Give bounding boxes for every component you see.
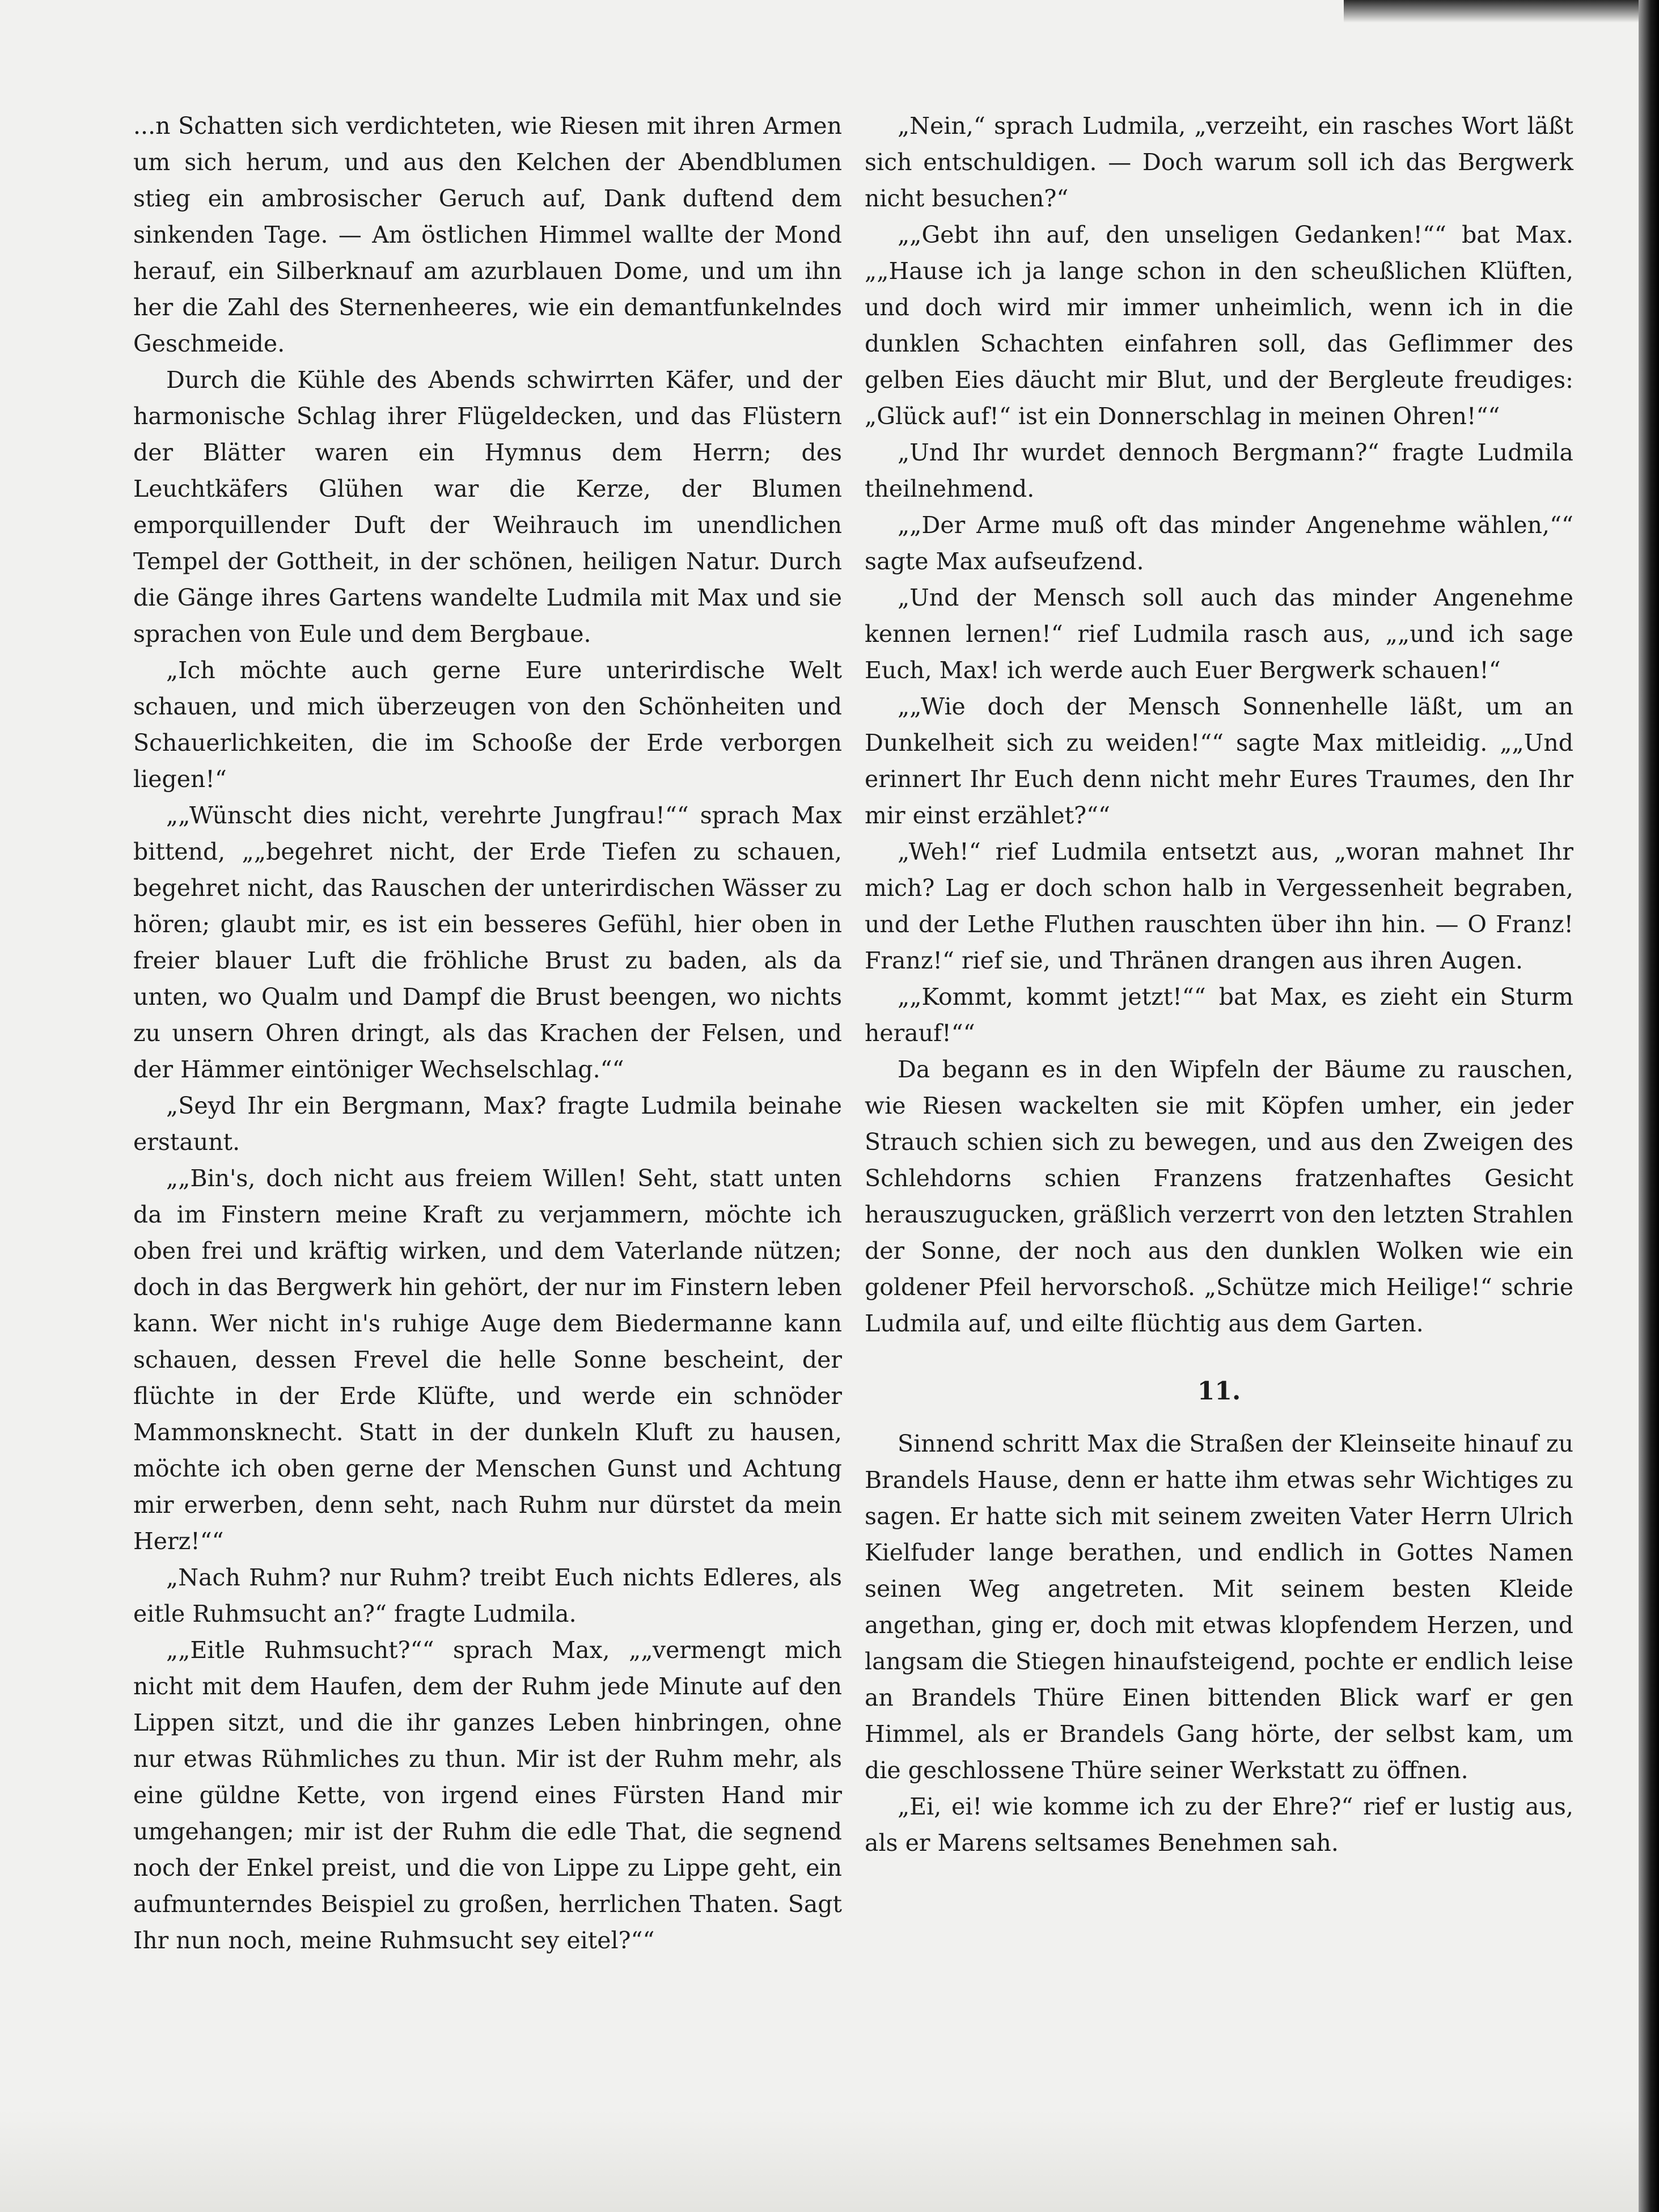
paragraph: „„Der Arme muß oft das minder Angenehme wählen,““ sagte Max aufseufzend. [865,511,1573,575]
paragraph: ...n Schatten sich verdichteten, wie Riesen mit ihren Armen um sich herum, und aus den Kelchen der Abendblumen stieg ein ambrosischer Geruch auf, Dank duftend dem sinkenden Tage. — Am östlichen Himmel wallte der Mond herauf, ein Silberknauf am azurblauen Dome, und um ihn her die Zahl des Sternenheeres, wie ein demantfunkelndes Geschmeide. [133,112,842,357]
scan-shadow-top [1344,0,1639,23]
left-text-column [133,108,842,1959]
scan-dark-edge [1639,0,1659,2212]
paragraph: „„Wie doch der Mensch Sonnenhelle läßt, um an Dunkelheit sich zu weiden!““ sagte Max mitleidig. „„Und erinnert Ihr Euch denn nicht mehr Eures Traumes, den Ihr mir einst erzählet?““ [865,693,1573,829]
paragraph: „Und Ihr wurdet dennoch Bergmann?“ fragte Ludmila theilnehmend. [865,439,1573,502]
paragraph: „Seyd Ihr ein Bergmann, Max? fragte Ludmila beinahe erstaunt. [133,1092,842,1156]
scan-bottom-shading [0,2110,1639,2212]
paragraph: „„Kommt, kommt jetzt!““ bat Max, es zieht ein Sturm herauf!““ [865,983,1573,1047]
paragraph: „Nach Ruhm? nur Ruhm? treibt Euch nichts Edleres, als eitle Ruhmsucht an?“ fragte Ludmila. [133,1564,842,1627]
paragraph: „„Bin's, doch nicht aus freiem Willen! Seht, statt unten da im Finstern meine Kraft zu verjammern, möchte ich oben frei und kräftig wirken, und dem Vaterlande nützen; doch in das Bergwerk hin gehört, der nur im Finstern leben kann. Wer nicht in's ruhige Auge dem Biedermanne kann schauen, dessen Frevel die helle Sonne bescheint, der flüchte in der Erde Klüfte, und werde ein schnöder Mammonsknecht. Statt in der dunkeln Kluft zu hausen, möchte ich oben gerne der Menschen Gunst und Achtung mir erwerben, denn seht, nach Ruhm nur dürstet da mein Herz!““ [133,1165,842,1555]
paragraph: „„Eitle Ruhmsucht?““ sprach Max, „„vermengt mich nicht mit dem Haufen, dem der Ruhm jede Minute auf den Lippen sitzt, und die ihr ganzes Leben hinbringen, ohne nur etwas Rühmliches zu thun. Mir ist der Ruhm mehr, als eine güldne Kette, von irgend eines Fürsten Hand mir umgehangen; mir ist der Ruhm die edle That, die segnend noch der Enkel preist, und die von Lippe zu Lippe geht, ein aufmunterndes Beispiel zu großen, herrlichen Thaten. Sagt Ihr nun noch, meine Ruhmsucht sey eitel?““ [133,1636,842,1954]
chapter-number: 11. [1197,1377,1241,1406]
paragraph: Da begann es in den Wipfeln der Bäume zu rauschen, wie Riesen wackelten sie mit Köpfen umher, ein jeder Strauch schien sich zu bewegen, und aus den Zweigen des Schlehdorns schien Franzens fratzenhaftes Gesicht herauszugucken, gräßlich verzerrt von den letzten Strahlen der Sonne, der noch aus den dunklen Wolken wie ein goldener Pfeil hervorschoß. „Schütze mich Heilige!“ schrie Ludmila auf, und eilte flüchtig aus dem Garten. [865,1056,1573,1337]
paragraph: „Nein,“ sprach Ludmila, „verzeiht, ein rasches Wort läßt sich entschuldigen. — Doch warum soll ich das Bergwerk nicht besuchen?“ [865,112,1573,212]
right-text-column [865,108,1573,1861]
paragraph: „Ich möchte auch gerne Eure unterirdische Welt schauen, und mich überzeugen von den Schönheiten und Schauerlichkeiten, die im Schooße der Erde verborgen liegen!“ [133,657,842,793]
paragraph: „„Gebt ihn auf, den unseligen Gedanken!““ bat Max. „„Hause ich ja lange schon in den scheußlichen Klüften, und doch wird mir immer unheimlich, wenn ich in die dunklen Schachten einfahren soll, das Geflimmer des gelben Eies däucht mir Blut, und der Bergleute freudiges: „Glück auf!“ ist ein Donnerschlag in meinen Ohren!““ [865,221,1573,430]
paragraph: „Ei, ei! wie komme ich zu der Ehre?“ rief er lustig aus, als er Marens seltsames Benehmen sah. [865,1793,1573,1856]
paragraph: Durch die Kühle des Abends schwirrten Käfer, und der harmonische Schlag ihrer Flügeldecken, und das Flüstern der Blätter waren ein Hymnus dem Herrn; des Leuchtkäfers Glühen war die Kerze, der Blumen emporquillender Duft der Weihrauch im unendlichen Tempel der Gottheit, in der schönen, heiligen Natur. Durch die Gänge ihres Gartens wandelte Ludmila mit Max und sie sprachen von Eule und dem Bergbaue. [133,366,842,648]
paragraph: „Weh!“ rief Ludmila entsetzt aus, „woran mahnet Ihr mich? Lag er doch schon halb in Vergessenheit begraben, und der Lethe Fluthen rauschten über ihn hin. — O Franz! Franz!“ rief sie, und Thränen drangen aus ihren Augen. [865,838,1573,974]
paragraph: Sinnend schritt Max die Straßen der Kleinseite hinauf zu Brandels Hause, denn er hatte ihm etwas sehr Wichtiges zu sagen. Er hatte sich mit seinem zweiten Vater Herrn Ulrich Kielfuder lange berathen, und endlich in Gottes Namen seinen Weg angetreten. Mit seinem besten Kleide angethan, ging er, doch mit etwas klopfendem Herzen, und langsam die Stiegen hinaufsteigend, pochte er endlich leise an Brandels Thüre Einen bittenden Blick warf er gen Himmel, als er Brandels Gang hörte, der selbst kam, um die geschlossene Thüre seiner Werkstatt zu öffnen. [865,1430,1573,1784]
paragraph: „„Wünscht dies nicht, verehrte Jungfrau!““ sprach Max bittend, „„begehret nicht, der Erde Tiefen zu schauen, begehret nicht, das Rauschen der unterirdischen Wässer zu hören; glaubt mir, es ist ein besseres Gefühl, hier oben in freier blauer Luft die fröhliche Brust zu baden, als da unten, wo Qualm und Dampf die Brust beengen, wo nichts zu unsern Ohren dringt, als das Krachen der Felsen, und der Hämmer eintöniger Wechselschlag.““ [133,802,842,1083]
paragraph: „Und der Mensch soll auch das minder Angenehme kennen lernen!“ rief Ludmila rasch aus, „„und ich sage Euch, Max! ich werde auch Euer Bergwerk schauen!“ [865,584,1573,684]
